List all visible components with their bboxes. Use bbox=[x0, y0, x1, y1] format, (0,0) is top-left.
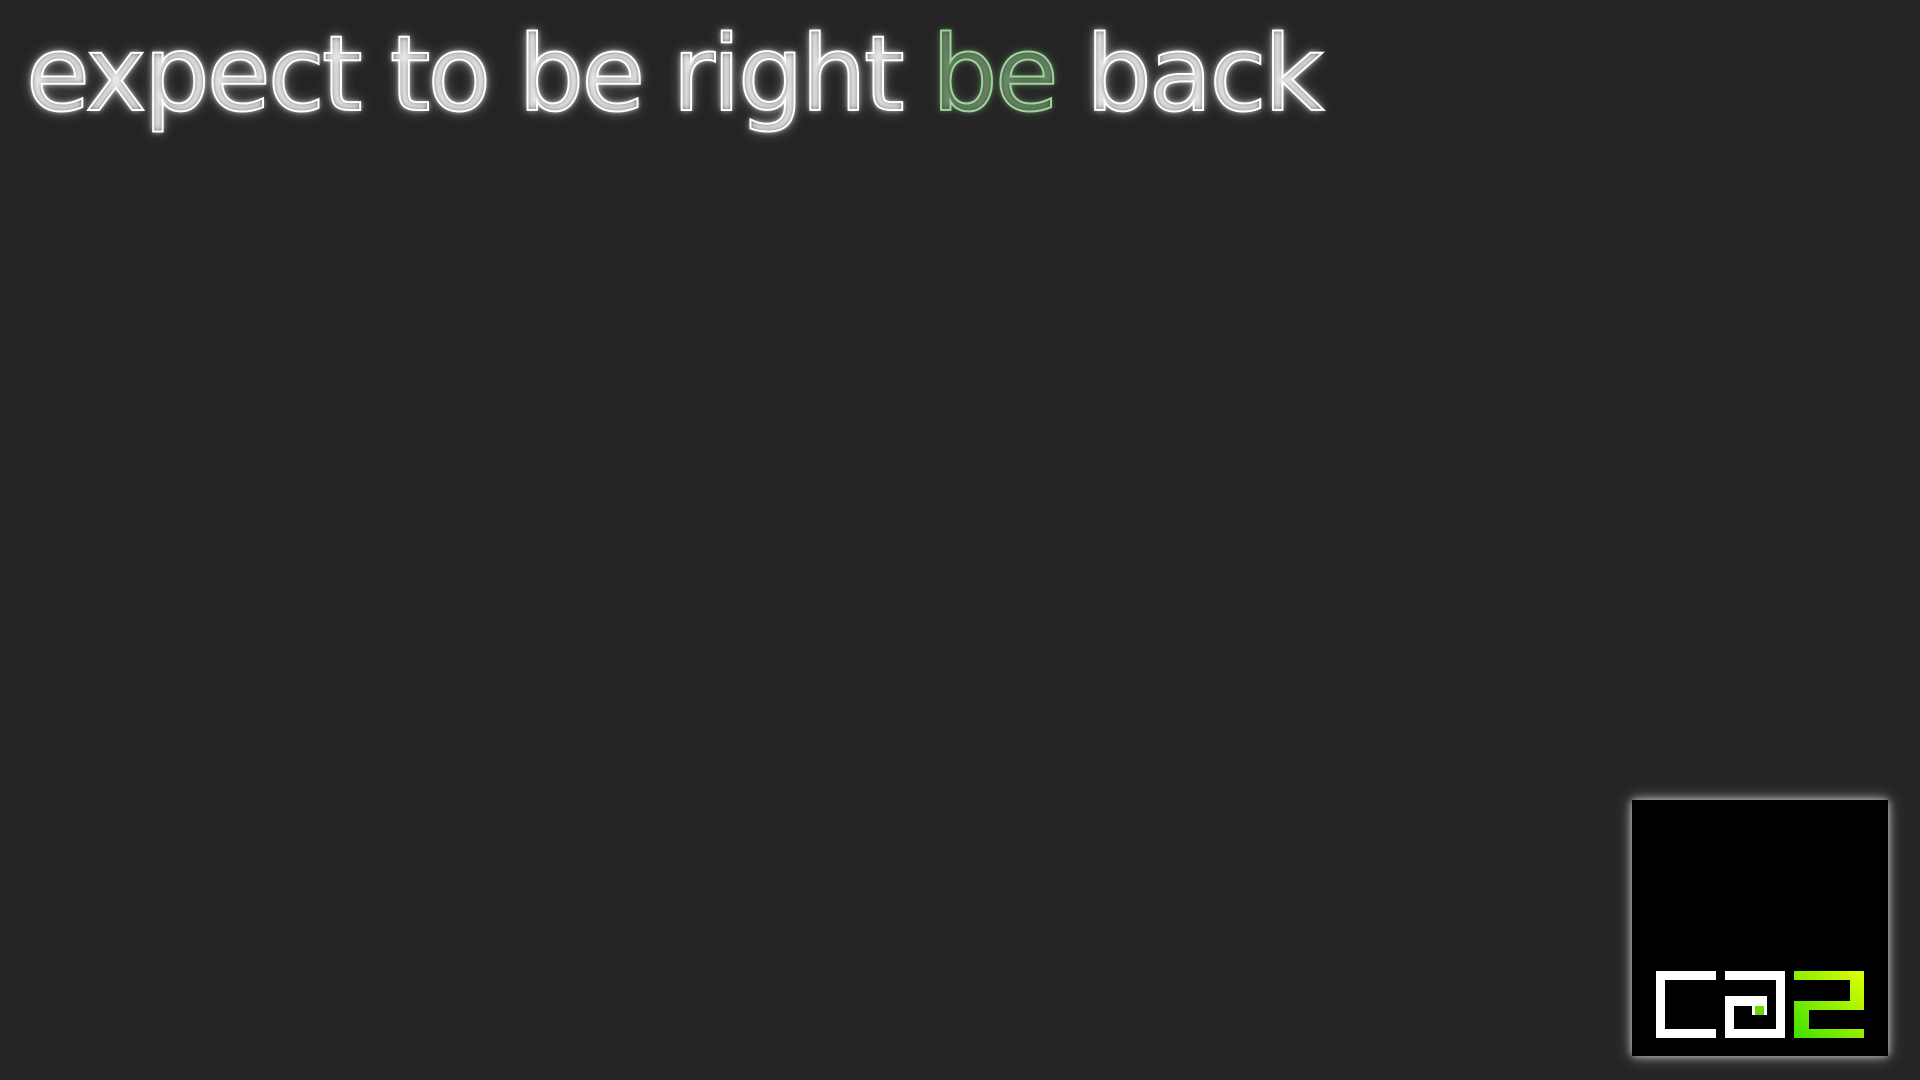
ca2-logo-mark bbox=[1632, 800, 1888, 1056]
headline-accent-word: be bbox=[931, 13, 1056, 135]
headline-part-1: expect to be right bbox=[26, 13, 902, 135]
logo-dot bbox=[1755, 1006, 1764, 1015]
logo-digit-2 bbox=[1794, 971, 1864, 1038]
logo-letter-c bbox=[1656, 971, 1716, 1038]
ca2-logo bbox=[1632, 800, 1888, 1056]
logo-letter-a bbox=[1725, 971, 1785, 1038]
headline-message bbox=[26, 12, 1321, 137]
headline-part-2: back bbox=[1085, 13, 1321, 135]
